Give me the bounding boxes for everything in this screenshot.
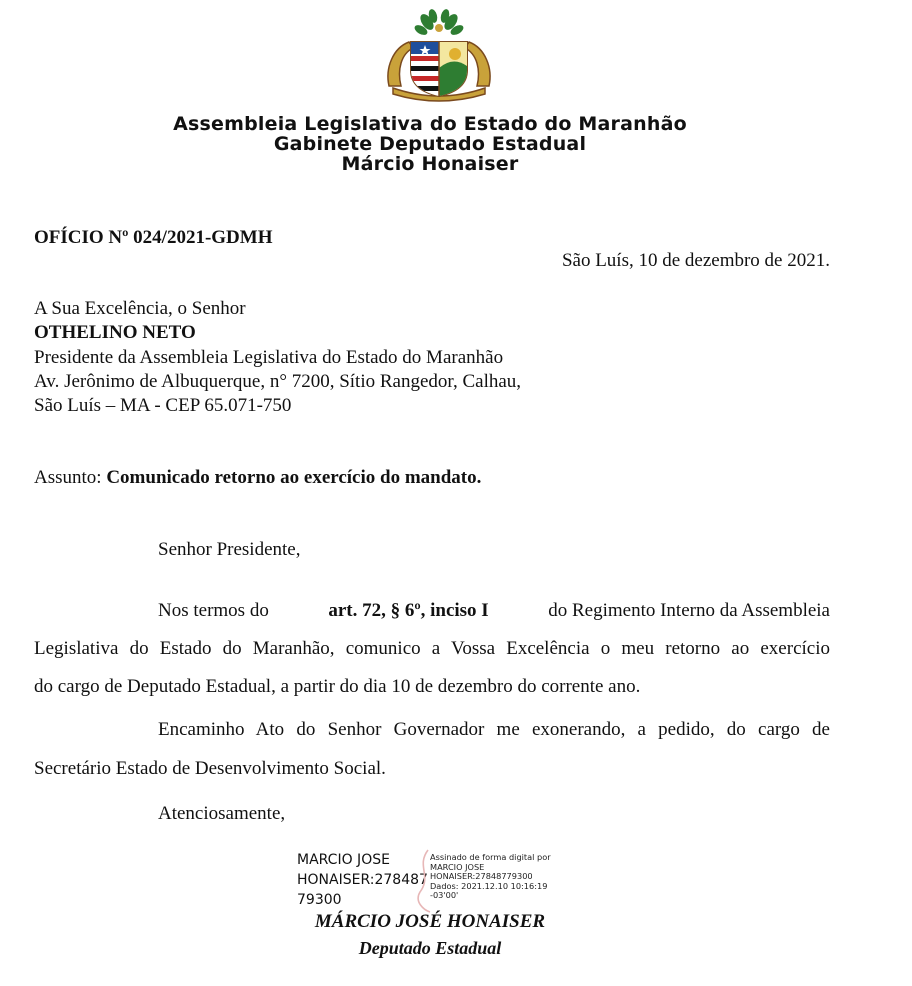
closing: Atenciosamente, (158, 803, 286, 824)
document-date: São Luís, 10 de dezembro de 2021. (561, 250, 830, 271)
digital-signature-name (297, 850, 428, 910)
greeting: Senhor Presidente, (158, 539, 301, 560)
paragraph-1-line-2: Legislativa do Estado do Maranhão, comunico a Vossa Excelência o meu retorno ao exercício (34, 638, 830, 659)
addressee-city: São Luís – MA - CEP 65.071-750 (34, 395, 292, 416)
header-line-1: Assembleia Legislativa do Estado do Maranhão (173, 113, 687, 135)
signer-role: Deputado Estadual (358, 938, 502, 958)
paragraph-1-line-3: do cargo de Deputado Estadual, a partir do dia 10 de dezembro do corrente ano. (34, 676, 641, 697)
subject-label: Assunto: (34, 467, 102, 488)
stamp-line-4: Dados: 2021.12.10 10:16:19 (430, 880, 548, 891)
digital-name-line-1: MARCIO JOSE (297, 852, 390, 868)
p1-bold-reference: art. 72, § 6º, inciso I (328, 600, 489, 621)
digital-name-line-3: 79300 (297, 892, 342, 908)
stamp-line-5: -03'00' (430, 890, 459, 901)
addressee-title: Presidente da Assembleia Legislativa do Estado do Maranhão (34, 347, 504, 368)
paragraph-2-line-2: Secretário Estado de Desenvolvimento Social. (34, 758, 386, 779)
p1-post: do Regimento Interno da Assembleia (548, 600, 830, 621)
digital-signature-stamp (430, 853, 551, 901)
oficio-number: OFÍCIO Nº 024/2021-GDMH (34, 227, 273, 248)
addressee-name: OTHELINO NETO (34, 322, 196, 343)
stamp-line-3: HONAISER:27848779300 (430, 871, 533, 882)
p1-pre: Nos termos do (158, 600, 269, 621)
stamp-line-1: Assinado de forma digital por (430, 852, 551, 862)
stamp-line-2: MARCIO JOSE (430, 861, 485, 872)
subject-text: Comunicado retorno ao exercício do mandato. (106, 467, 482, 488)
crest-icon (383, 8, 495, 102)
header-line-2: Gabinete Deputado Estadual (273, 133, 587, 155)
signer-name: MÁRCIO JOSÉ HONAISER (314, 911, 546, 932)
addressee-salutation: A Sua Excelência, o Senhor (34, 298, 246, 319)
paragraph-2-line-1: Encaminho Ato do Senhor Governador me exonerando, a pedido, do cargo de (158, 719, 830, 740)
digital-name-line-2: HONAISER:278487 (297, 872, 428, 888)
addressee-address: Av. Jerônimo de Albuquerque, n° 7200, Sítio Rangedor, Calhau, (34, 371, 522, 392)
subject-line (34, 467, 481, 489)
header-line-3: Márcio Honaiser (341, 153, 519, 175)
paragraph-1-line-1 (158, 600, 830, 622)
